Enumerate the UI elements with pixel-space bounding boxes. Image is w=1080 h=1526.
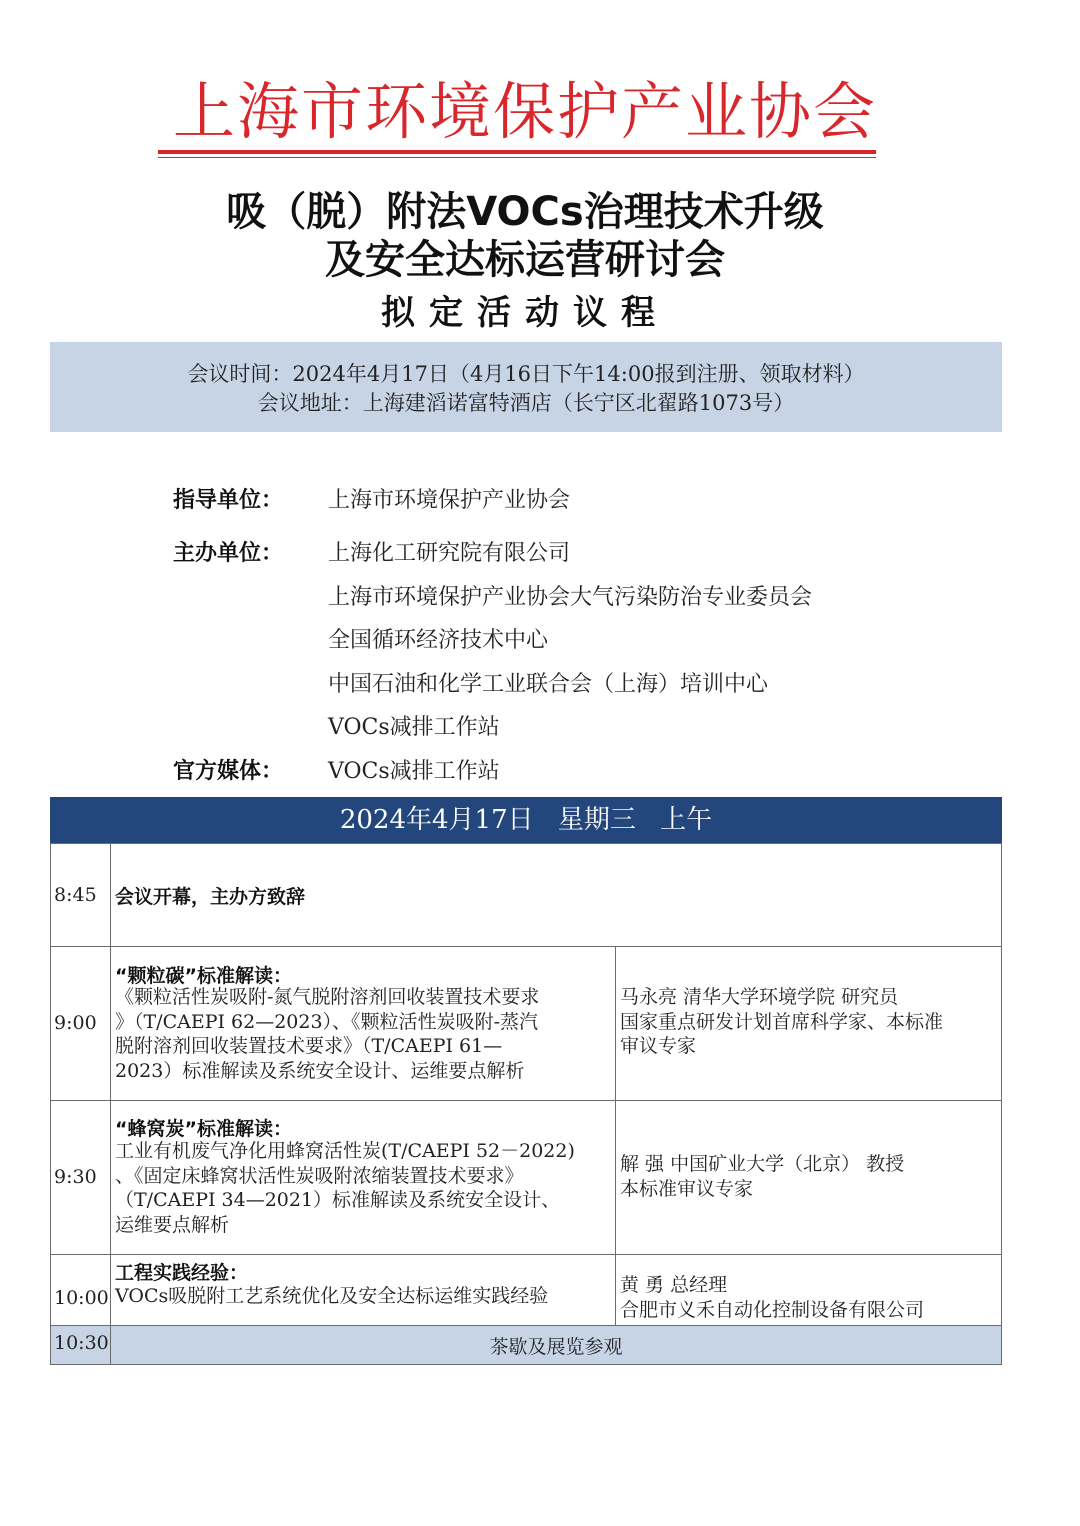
row-divider (51, 946, 1001, 947)
row-time: 8:45 (54, 884, 97, 906)
row-topic-title: “颗粒碳”标准解读： (115, 965, 292, 987)
row-topic-title: 会议开幕，主办方致辞 (115, 886, 306, 908)
speaker-line: 黄 勇 总经理 (620, 1274, 728, 1296)
meeting-time: 会议时间：2024年4月17日（4月16日下午14:00报到注册、领取材料） (187, 362, 865, 386)
meeting-venue: 会议地址：上海建滔诺富特酒店（长宁区北翟路1073号） (257, 391, 795, 415)
seminar-title-line2: 及安全达标运营研讨会 (325, 237, 725, 283)
schedule-table (50, 843, 1002, 1365)
speaker-line: 国家重点研发计划首席科学家、本标准 (620, 1010, 944, 1033)
association-title: 上海市环境保护产业协会 (172, 75, 877, 148)
title-underline-thin (158, 157, 876, 158)
host-label: 主办单位： (173, 541, 284, 566)
topic-line: 运维要点解析 (115, 1213, 230, 1236)
topic-line: （T/CAEPI 34—2021）标准解读及系统安全设计、 (115, 1189, 561, 1211)
agenda-heading: 拟定活动议程 (381, 293, 669, 333)
row-topic-text (115, 1139, 611, 1237)
row-divider (51, 1254, 1001, 1255)
row-topic-text (115, 1284, 611, 1309)
column-divider (615, 946, 616, 1326)
speaker-line: 合肥市义禾自动化控制设备有限公司 (620, 1298, 925, 1321)
host-unit: 上海市环境保护产业协会大气污染防治专业委员会 (328, 585, 813, 610)
schedule-weekday: 星期三 (557, 805, 636, 835)
topic-line: 工业有机废气净化用蜂窝活性炭(T/CAEPI 52－2022) (115, 1140, 575, 1162)
schedule-date: 2024年4月17日 (339, 805, 534, 835)
row-divider (51, 1100, 1001, 1101)
row-topic-title: 工程实践经验： (115, 1262, 249, 1284)
row-speaker (620, 985, 998, 1059)
row-time: 10:00 (54, 1287, 109, 1309)
speaker-line: 马永亮 清华大学环境学院 研究员 (620, 986, 899, 1008)
guide-unit: 上海市环境保护产业协会 (328, 488, 571, 513)
schedule-period: 上午 (660, 805, 713, 835)
row-speaker (620, 1152, 998, 1201)
topic-line: 《颗粒活性炭吸附-氮气脱附溶剂回收装置技术要求 (115, 986, 540, 1008)
host-unit: 全国循环经济技术中心 (328, 628, 549, 653)
speaker-line: 审议专家 (620, 1035, 697, 1057)
row-time: 9:30 (54, 1166, 97, 1188)
host-unit: 中国石油和化学工业联合会（上海）培训中心 (328, 672, 769, 697)
seminar-title-line1: 吸（脱）附法VOCs治理技术升级 (226, 189, 824, 235)
title-underline (158, 150, 876, 154)
row-topic-text (115, 985, 611, 1083)
topic-line: 脱附溶剂回收装置技术要求》（T/CAEPI 61— (115, 1035, 503, 1057)
row-topic-title: “蜂窝炭”标准解读： (115, 1118, 292, 1140)
host-unit: VOCs减排工作站 (328, 715, 500, 740)
row-time: 10:30 (54, 1332, 109, 1354)
day-banner (50, 797, 1002, 843)
topic-line: 》（T/CAEPI 62—2023）、《颗粒活性炭吸附-蒸汽 (115, 1010, 538, 1033)
speaker-line: 解 强 中国矿业大学（北京） 教授 (620, 1153, 905, 1175)
meeting-info-box (50, 342, 1002, 432)
speaker-line: 本标准审议专家 (620, 1177, 754, 1200)
row-speaker (620, 1273, 998, 1322)
guide-label: 指导单位： (173, 488, 284, 513)
break-title: 茶歇及展览参观 (489, 1336, 623, 1358)
media-unit: VOCs减排工作站 (328, 759, 500, 784)
topic-line: 2023）标准解读及系统安全设计、运维要点解析 (115, 1059, 525, 1082)
topic-line: VOCs吸脱附工艺系统优化及安全达标运维实践经验 (115, 1285, 549, 1307)
host-unit: 上海化工研究院有限公司 (328, 541, 571, 566)
row-time: 9:00 (54, 1012, 97, 1034)
topic-line: 、《固定床蜂窝状活性炭吸附浓缩装置技术要求》 (115, 1164, 524, 1187)
media-label: 官方媒体： (173, 759, 284, 784)
